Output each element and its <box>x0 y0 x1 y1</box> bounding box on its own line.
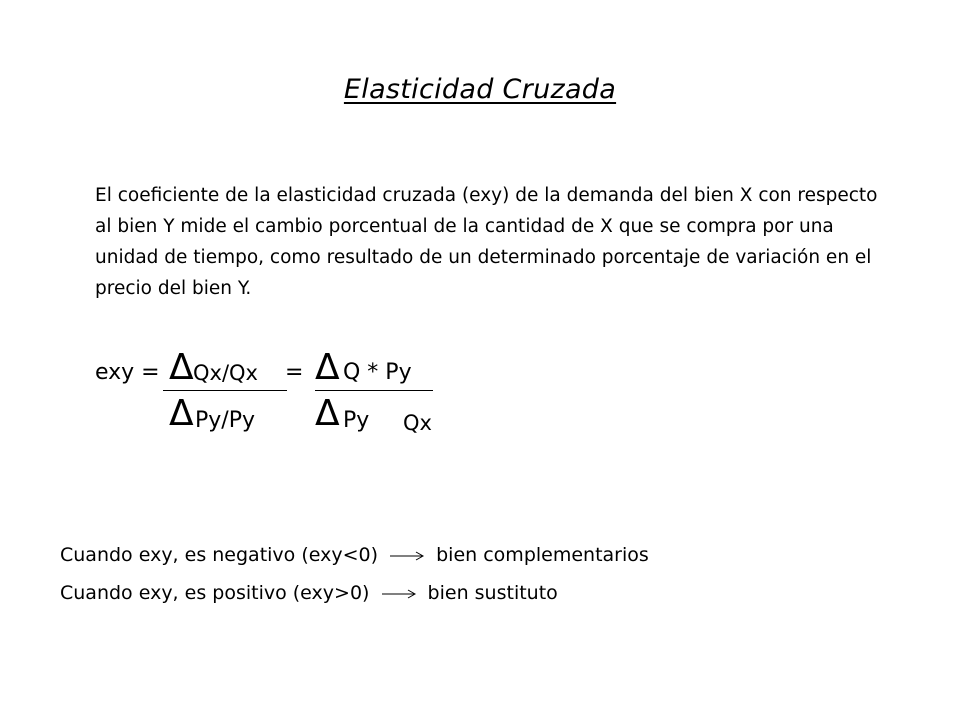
fraction-line-1 <box>163 390 287 391</box>
formula-num2: Q * Py <box>343 360 412 385</box>
formula-den1: Py/Py <box>195 408 255 433</box>
statement-positive-prefix: Cuando exy, es positivo (exy>0) <box>60 582 370 604</box>
definition-paragraph: El coeficiente de la elasticidad cruzada (exy) de la demanda del bien X con respecto al bien Y mide el cambio porcentual de la cantidad de X que se compra por una unidad de tiempo, como resultado de un determinado porcentaje de variación en el precio del bien Y. <box>95 185 878 299</box>
formula-den2b: Qx <box>403 411 432 435</box>
right-arrow-icon <box>380 588 418 600</box>
delta-symbol-den1: Δ <box>169 393 194 434</box>
delta-symbol-num1: Δ <box>169 347 194 388</box>
formula-lhs: exy = <box>95 360 160 385</box>
fraction-line-2 <box>315 390 433 391</box>
elasticity-formula <box>95 347 695 440</box>
statement-positive-suffix: bien sustituto <box>427 582 558 604</box>
statement-negative-prefix: Cuando exy, es negativo (exy<0) <box>60 544 379 566</box>
delta-symbol-den2: Δ <box>315 393 340 434</box>
formula-den2: Py <box>343 408 370 433</box>
delta-symbol-num2: Δ <box>315 347 340 388</box>
formula-equals: = <box>285 360 304 385</box>
statement-positive <box>60 580 558 606</box>
formula-num1: Qx/Qx <box>193 361 258 385</box>
slide-title: Elasticidad Cruzada <box>343 74 617 105</box>
statement-negative <box>60 542 649 568</box>
statement-negative-suffix: bien complementarios <box>436 544 649 566</box>
right-arrow-icon <box>388 550 426 562</box>
